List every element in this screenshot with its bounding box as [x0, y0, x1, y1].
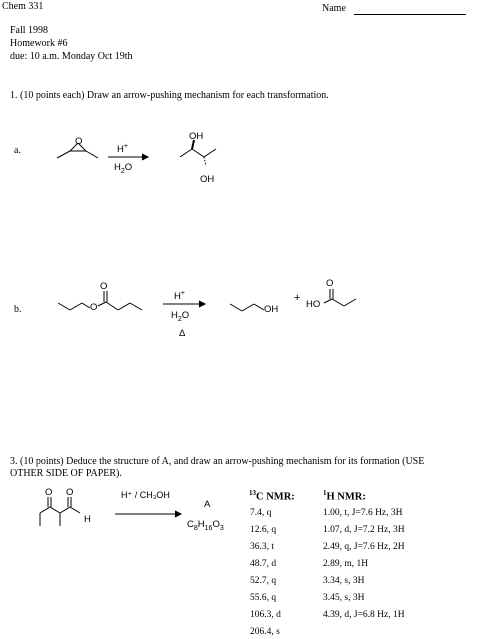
c13-peak: 36.3, t	[250, 542, 275, 552]
ketone-oxygen: O	[45, 487, 53, 498]
water-b-h: H	[171, 310, 178, 321]
molecular-formula	[187, 520, 224, 532]
ester-carbonyl-oxygen: O	[100, 281, 108, 292]
propanol-oh: OH	[264, 304, 279, 315]
h1-isotope: 1	[323, 489, 327, 497]
h1-nmr-heading	[323, 490, 366, 503]
reagent-acid-h: H	[117, 144, 124, 156]
c13-peak: 7.4, q	[250, 508, 272, 518]
acid-ho: HO	[306, 299, 321, 310]
formula-o: O	[212, 519, 220, 530]
h1-title: H NMR:	[326, 491, 366, 503]
c13-peak: 48.7, d	[250, 559, 277, 569]
water-o: O	[124, 162, 133, 173]
part-b-label: b.	[14, 304, 22, 315]
c13-peak: 106.3, d	[250, 610, 281, 620]
c13-peak: 55.6, q	[250, 593, 277, 603]
c13-isotope: 13	[249, 489, 256, 497]
due-date: due: 10 a.m. Monday Oct 19th	[10, 51, 133, 62]
name-label: Name	[322, 3, 346, 14]
water-h-sub: 2	[120, 167, 125, 175]
reagent-b-acid-charge: +	[180, 290, 185, 297]
question-3-prompt-line2: OTHER SIDE OF PAPER).	[10, 468, 122, 479]
water-b-h-sub: 2	[177, 315, 182, 323]
h1-peak: 3.34, s, 3H	[323, 576, 365, 586]
reagent-b-acid-h: H	[174, 291, 181, 303]
reagent-acid-charge: +	[123, 143, 128, 150]
h1-peak: 3.45, s, 3H	[323, 593, 365, 603]
formula-o-count: 3	[219, 524, 224, 532]
product-oh-top: OH	[189, 131, 204, 142]
aldehyde-h: H	[84, 514, 91, 525]
question-1-prompt: 1. (10 points each) Draw an arrow-pushing mechanism for each transformation.	[10, 90, 329, 101]
c13-title: C NMR:	[256, 491, 295, 503]
product-oh-bottom: OH	[200, 174, 215, 185]
water-h: H	[114, 162, 121, 173]
product-a-label: A	[204, 499, 211, 510]
homework-number: Homework #6	[10, 38, 68, 49]
part-a-label: a.	[14, 145, 21, 156]
ester-oxygen: O	[90, 302, 98, 313]
plus-sign: +	[294, 292, 301, 304]
c13-peak: 12.6, q	[250, 525, 277, 535]
water-b-o: O	[181, 310, 190, 321]
h1-peak: 1.00, t, J=7.6 Hz, 3H	[323, 508, 403, 518]
formula-h-count: 16	[204, 524, 213, 532]
question-3-prompt-line1: 3. (10 points) Deduce the structure of A, and draw an arrow-pushing mechanism for its formation (USE	[10, 456, 425, 467]
epoxide-oxygen: O	[75, 136, 83, 147]
reagent-methanol: H⁺ / CH₃OH	[121, 490, 170, 500]
term: Fall 1998	[10, 25, 49, 36]
reagent-heat: Δ	[179, 328, 186, 339]
acid-carbonyl-oxygen: O	[326, 278, 334, 289]
c13-peak: 52.7, q	[250, 576, 277, 586]
h1-peak: 2.89, m, 1H	[323, 559, 369, 569]
c13-peak: 206.4, s	[250, 627, 280, 637]
c13-nmr-heading	[249, 490, 295, 503]
h1-peak: 4.39, d, J=6.8 Hz, 1H	[323, 610, 405, 620]
course-title: Chem 331	[2, 1, 44, 12]
h1-peak: 1.07, d, J=7.2 Hz, 3H	[323, 525, 405, 535]
formula-c: C	[187, 519, 194, 530]
formula-c-count: 8	[193, 524, 198, 532]
aldehyde-oxygen: O	[66, 487, 74, 498]
h1-peak: 2.49, q, J=7.6 Hz, 2H	[323, 542, 405, 552]
formula-h: H	[197, 519, 205, 530]
